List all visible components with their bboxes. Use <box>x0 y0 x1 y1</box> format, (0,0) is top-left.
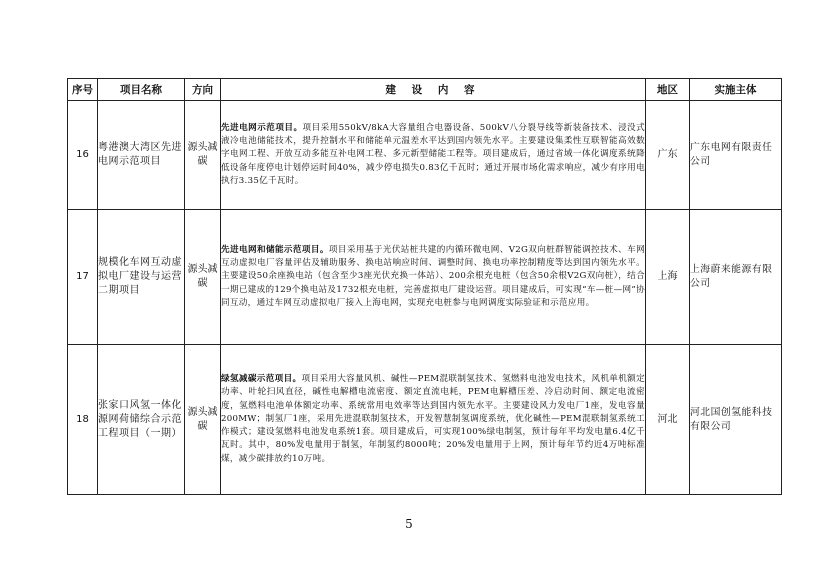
table-header-row <box>68 79 782 101</box>
row-direction: 源头减碳 <box>185 210 221 345</box>
row-content <box>221 101 646 210</box>
projects-table <box>67 78 782 495</box>
header-content: 建 设 内 容 <box>221 79 646 101</box>
header-seq: 序号 <box>68 79 98 101</box>
row-direction: 源头减碳 <box>185 345 221 495</box>
row-region: 上海 <box>646 210 690 345</box>
row-content-body: 项目采用基于光伏站桩共建的内循环微电网、V2G双向桩群智能调控技术、车网互动虚拟电厂容量评估及辅助服务、换电站响应时间、调整时间、换电功率控制精度等达到国内领先水平。主要建设50余座换电站（包含至少3座光伏充换一体站）、200余根充电桩（包含50余根V2G双向桩），结合一期已建成的129个换电站及1732根充电桩，完善虚拟电厂建设运营。项目建成后，可实现“车—桩—网”协同互动，通过车网互动虚拟电厂接入上海电网，实现充电桩参与电网调度实际验证和示范应用。 <box>221 244 645 308</box>
row-content-body: 项目采用550kV/8kA大容量组合电器设备、500kV八分裂导线等新装备技术、浸没式液冷电池储能技术，提升控制水平和储能单元温差水平达到国内领先水平。主要建设集柔性互联智能高效数字电网工程、开放互动多能互补电网工程、多元新型储能工程等。项目建成后，通过省域一体化调度系统降低设备年度停电计划停运时间40%，减少停电损失0.83亿千瓦时；通过开展市场化需求响应，减少有序用电执行3.35亿千瓦时。 <box>221 122 646 186</box>
header-name: 项目名称 <box>98 79 185 101</box>
row-content <box>221 345 646 495</box>
row-implementer: 广东电网有限责任公司 <box>690 101 782 210</box>
row-region: 河北 <box>646 345 690 495</box>
row-content-lead: 绿氢减碳示范项目。 <box>221 374 302 385</box>
header-implementer: 实施主体 <box>690 79 782 101</box>
header-region: 地区 <box>646 79 690 101</box>
row-content-body: 项目采用大容量风机、碱性—PEM混联制氢技术、氢燃料电池发电技术，风机单机额定功率、叶轮扫风直径，碱性电解槽电流密度、额定直流电耗，PEM电解槽压差、冷启动时间、额定电流密度，氢燃料电池单体额定功率、系统常用电效率等达到国内领先水平。主要建设风力发电厂1座，发电容量200MW；制氢厂1座，采用先进混联制氢技术，开发智慧制氢调度系统，优化碱性—PEM混联制氢系统工作模式；建设氢燃料电池发电系统1套。项目建成后，可实现100%绿电制氢，预计每年平均发电量6.4亿千瓦时。其中，80%发电量用于制氢，年制氢约8000吨；20%发电量用于上网，预计每年节约近4万吨标准煤，减少碳排放约10万吨。 <box>221 374 646 464</box>
table-row <box>68 345 782 495</box>
row-project-name: 规模化车网互动虚拟电厂建设与运营二期项目 <box>98 210 185 345</box>
row-seq: 17 <box>68 210 98 345</box>
table-row <box>68 101 782 210</box>
row-project-name: 粤港澳大湾区先进电网示范项目 <box>98 101 185 210</box>
header-direction: 方向 <box>185 79 221 101</box>
row-direction: 源头减碳 <box>185 101 221 210</box>
row-seq: 16 <box>68 101 98 210</box>
row-project-name: 张家口风氢一体化源网荷储综合示范工程项目（一期） <box>98 345 185 495</box>
row-content-lead: 先进电网示范项目。 <box>221 122 303 133</box>
row-content <box>221 210 646 345</box>
row-seq: 18 <box>68 345 98 495</box>
row-implementer: 河北国创氢能科技有限公司 <box>690 345 782 495</box>
row-region: 广东 <box>646 101 690 210</box>
row-content-lead: 先进电网和储能示范项目。 <box>221 244 329 255</box>
page-number: 5 <box>405 517 413 531</box>
row-implementer: 上海蔚来能源有限公司 <box>690 210 782 345</box>
table-row <box>68 210 782 345</box>
